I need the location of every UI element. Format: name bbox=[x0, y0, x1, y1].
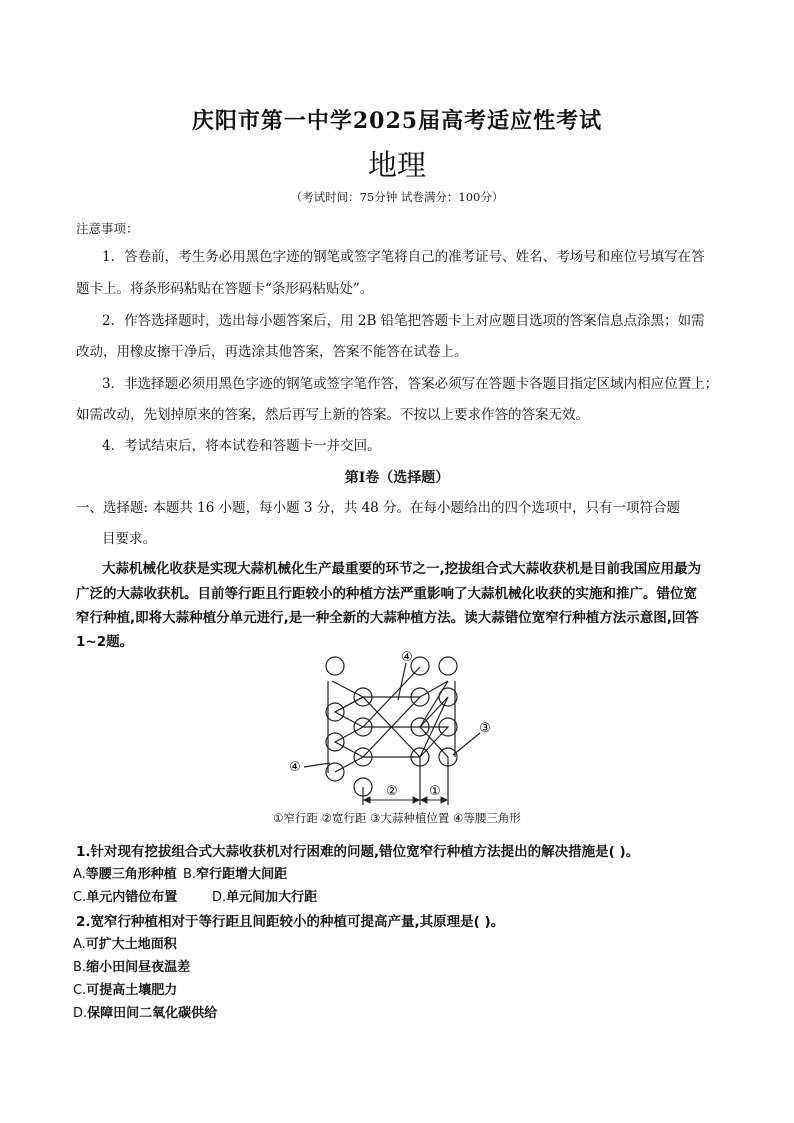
arrowhead bbox=[364, 797, 370, 803]
option-text: 窄行距增大间距 bbox=[196, 867, 288, 882]
passage-line-1: 大蒜机械化收获是实现大蒜机械化生产最重要的环节之一,挖拔组合式大蒜收获机是目前我国应用最为 bbox=[102, 561, 702, 577]
passage-line-2: 广泛的大蒜收获机。目前等行距且行距较小的种植方法严重影响了大蒜机械化收获的实施和推广。错位宽 bbox=[76, 586, 697, 602]
label-narrow-row: ① bbox=[429, 784, 441, 799]
option-letter: C. bbox=[73, 890, 87, 905]
leader-line bbox=[304, 763, 330, 767]
option-text: 单元内错位布置 bbox=[86, 890, 178, 905]
section-instruction-line1: 一、选择题: 本题共 16 小题，每小题 3 分，共 48 分。在每小题给出的四个选项中，只有一项符合题 bbox=[76, 500, 681, 516]
notice-item-1-line1: 1．答卷前，考生务必用黑色字迹的钢笔或签字笔将自己的准考证号、姓名、考场号和座位号填写在答 bbox=[102, 249, 705, 265]
notice-heading: 注意事项： bbox=[76, 221, 139, 236]
question-1-option-a bbox=[73, 863, 177, 882]
question-2-option-d bbox=[73, 1002, 217, 1021]
option-letter: A. bbox=[73, 867, 86, 882]
question-2-option-a bbox=[73, 933, 177, 952]
option-letter: D. bbox=[73, 1006, 88, 1021]
option-text: 可提高土壤肥力 bbox=[86, 983, 178, 998]
exam-info: （考试时间：75分钟 试卷满分：100分） bbox=[290, 190, 504, 204]
notice-item-2-line1: 2．作答选择题时，选出每小题答案后，用 2B 铅笔把答题卡上对应题目选项的答案信息点涂黑；如需 bbox=[102, 313, 705, 329]
question-2-option-b bbox=[73, 956, 190, 975]
notice-item-1-line2: 题卡上。将条形码粘贴在答题卡“条形码粘贴处”。 bbox=[76, 281, 374, 297]
label-wide-row: ② bbox=[386, 784, 398, 799]
option-letter: B. bbox=[183, 867, 197, 882]
arrowhead bbox=[441, 797, 447, 803]
notice-item-3-line1: 3．非选择题必须用黑色字迹的钢笔或签字笔作答，答案必须写在答题卡各题目指定区域内相应位置上； bbox=[102, 376, 719, 392]
option-letter: A. bbox=[73, 937, 86, 952]
option-text: 保障田间二氧化碳供给 bbox=[87, 1006, 218, 1021]
question-1-option-b bbox=[183, 863, 287, 882]
notice-item-2-line2: 改动，用橡皮擦干净后，再选涂其他答案，答案不能答在试卷上。 bbox=[76, 344, 468, 360]
option-text: 等腰三角形种植 bbox=[85, 867, 177, 882]
question-2-stem: 2.宽窄行种植相对于等行距且间距较小的种植可提高产量,其原理是( )。 bbox=[76, 914, 505, 930]
subject-title: 地理 bbox=[367, 148, 426, 182]
label-isosceles-left: ④ bbox=[289, 760, 301, 775]
question-1-option-c bbox=[73, 886, 177, 905]
notice-item-3-line2: 如需改动，先划掉原来的答案，然后再写上新的答案。不按以上要求作答的答案无效。 bbox=[76, 407, 589, 423]
label-garlic-position: ③ bbox=[479, 721, 491, 736]
section-title: 第Ⅰ卷（选择题） bbox=[344, 470, 450, 486]
garlic-position-circle bbox=[439, 657, 457, 675]
question-2-option-c bbox=[73, 979, 177, 998]
question-1-stem: 1.针对现有挖拔组合式大蒜收获机对行困难的问题,错位宽窄行种植方法提出的解决措施是( )。 bbox=[76, 844, 640, 860]
garlic-position-circle bbox=[411, 657, 429, 675]
garlic-planting-diagram bbox=[270, 645, 530, 830]
question-1-option-d bbox=[212, 886, 317, 905]
passage-line-3: 窄行种植,即将大蒜种植分单元进行,是一种全新的大蒜种植方法。读大蒜错位宽窄行种植方法示意图,回答 bbox=[76, 610, 699, 626]
label-isosceles-top: ④ bbox=[401, 650, 413, 665]
option-letter: C. bbox=[73, 983, 87, 998]
exam-title: 庆阳市第一中学2025届高考适应性考试 bbox=[191, 108, 603, 134]
figure-caption: ①窄行距 ②宽行距 ③大蒜种植位置 ④等腰三角形 bbox=[273, 811, 521, 825]
option-letter: B. bbox=[73, 960, 87, 975]
option-text: 缩小田间昼夜温差 bbox=[86, 960, 191, 975]
arrowhead bbox=[413, 797, 419, 803]
zigzag-line bbox=[332, 681, 363, 772]
arrowhead bbox=[421, 797, 427, 803]
notice-item-4-line1: 4．考试结束后，将本试卷和答题卡一并交回。 bbox=[102, 438, 381, 454]
garlic-position-circle bbox=[326, 657, 344, 675]
option-text: 可扩大土地面积 bbox=[85, 937, 177, 952]
option-letter: D. bbox=[212, 890, 227, 905]
option-text: 单元间加大行距 bbox=[226, 890, 318, 905]
leader-line bbox=[398, 663, 406, 700]
section-instruction-line2: 目要求。 bbox=[102, 531, 156, 547]
leader-line bbox=[453, 733, 480, 755]
passage-line-4: 1~2题。 bbox=[76, 634, 134, 650]
